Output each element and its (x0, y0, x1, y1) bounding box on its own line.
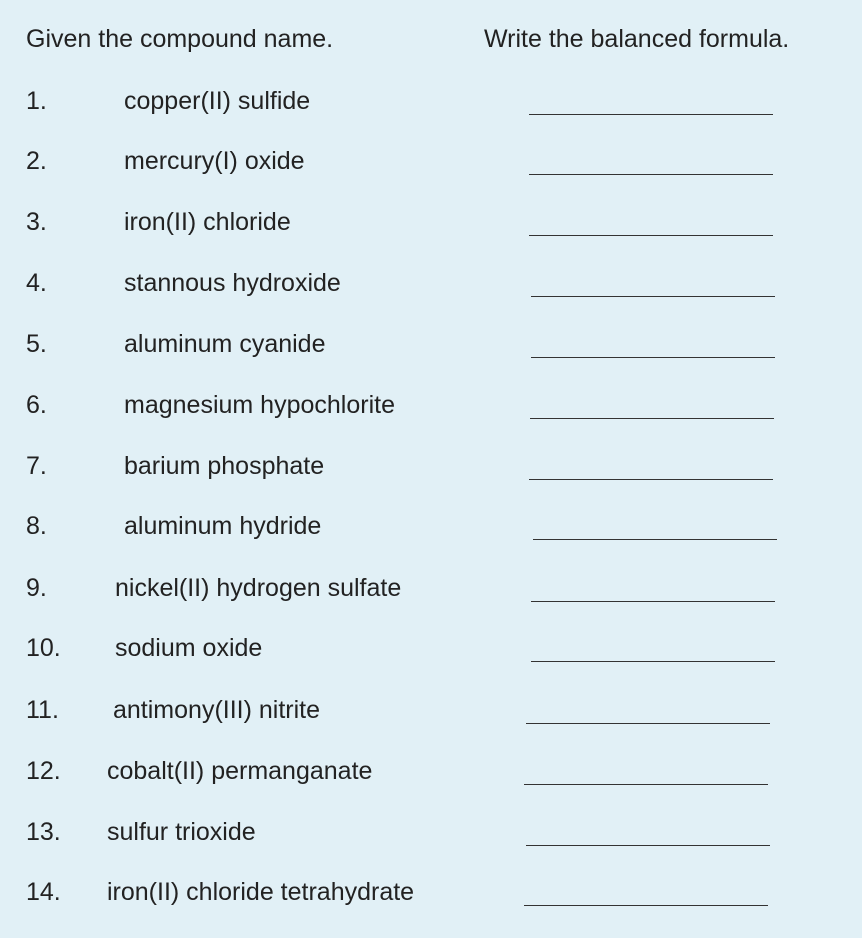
question-number: 1. (26, 87, 47, 115)
answer-blank[interactable] (524, 784, 768, 785)
answer-blank[interactable] (531, 296, 775, 297)
compound-name: cobalt(II) permanganate (107, 757, 373, 785)
compound-name: sulfur trioxide (107, 818, 256, 846)
compound-name: stannous hydroxide (124, 269, 341, 297)
compound-name: sodium oxide (115, 634, 263, 662)
question-row (0, 268, 862, 328)
answer-blank[interactable] (531, 357, 775, 358)
answer-blank[interactable] (531, 661, 775, 662)
question-row (0, 877, 862, 937)
question-number: 7. (26, 452, 47, 480)
answer-blank[interactable] (530, 418, 774, 419)
compound-name: iron(II) chloride tetrahydrate (107, 878, 415, 906)
answer-blank[interactable] (529, 235, 773, 236)
question-number: 10. (26, 634, 61, 662)
answer-blank[interactable] (533, 539, 777, 540)
question-number: 6. (26, 391, 47, 419)
question-number: 2. (26, 147, 47, 175)
answer-blank[interactable] (526, 723, 770, 724)
compound-name: aluminum cyanide (124, 330, 326, 358)
answer-blank[interactable] (526, 845, 770, 846)
answer-blank[interactable] (529, 114, 773, 115)
question-row (0, 146, 862, 206)
compound-name: mercury(I) oxide (124, 147, 305, 175)
question-row (0, 207, 862, 267)
question-row (0, 511, 862, 571)
question-row (0, 390, 862, 450)
answer-blank[interactable] (529, 174, 773, 175)
question-number: 14. (26, 878, 61, 906)
question-number: 3. (26, 208, 47, 236)
compound-name: iron(II) chloride (124, 208, 291, 236)
question-number: 11. (26, 696, 59, 724)
question-number: 9. (26, 574, 47, 602)
compound-name: copper(II) sulfide (124, 87, 311, 115)
compound-name: magnesium hypochlorite (124, 391, 395, 419)
instruction-left: Given the compound name. (26, 25, 334, 53)
answer-blank[interactable] (529, 479, 773, 480)
question-row (0, 573, 862, 633)
question-row (0, 817, 862, 877)
answer-blank[interactable] (524, 905, 768, 906)
question-number: 12. (26, 757, 61, 785)
question-number: 13. (26, 818, 61, 846)
question-row (0, 633, 862, 693)
answer-blank[interactable] (531, 601, 775, 602)
compound-name: aluminum hydride (124, 512, 322, 540)
question-row (0, 329, 862, 389)
question-row (0, 756, 862, 816)
question-row (0, 86, 862, 146)
instruction-right: Write the balanced formula. (484, 25, 790, 53)
question-row (0, 695, 862, 755)
compound-name: antimony(III) nitrite (113, 696, 321, 724)
question-number: 8. (26, 512, 47, 540)
question-row (0, 451, 862, 511)
question-number: 4. (26, 269, 47, 297)
compound-name: barium phosphate (124, 452, 325, 480)
question-number: 5. (26, 330, 47, 358)
compound-name: nickel(II) hydrogen sulfate (115, 574, 402, 602)
